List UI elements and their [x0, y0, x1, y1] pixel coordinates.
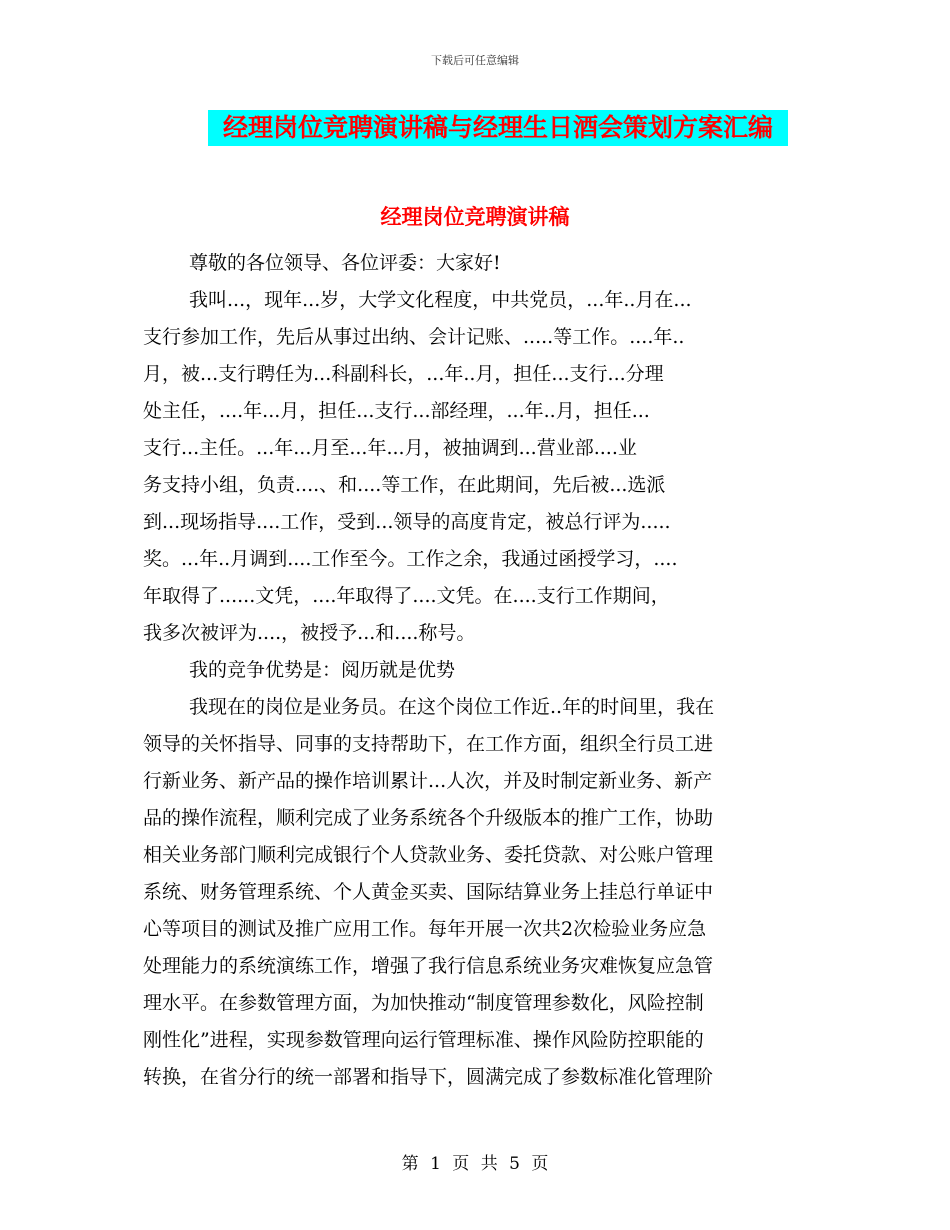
section-title: 经理岗位竞聘演讲稿	[380, 204, 570, 229]
paragraph-line: 品的操作流程，顺利完成了业务系统各个升级版本的推广工作，协助	[143, 807, 714, 829]
paragraph-line: 系统、财务管理系统、个人黄金买卖、国际结算业务上挂总行单证中	[143, 881, 714, 903]
page-number: 第 1 页 共 5 页	[401, 1154, 549, 1174]
page-header-note: 下载后可任意编辑	[431, 54, 519, 67]
paragraph-line: 行新业务、新产品的操作培训累计...人次，并及时制定新业务、新产	[143, 770, 713, 792]
paragraph-line: 转换，在省分行的统一部署和指导下，圆满完成了参数标准化管理阶	[143, 1066, 714, 1088]
paragraph-line: 处理能力的系统演练工作，增强了我行信息系统业务灾难恢复应急管	[143, 955, 714, 977]
paragraph-line: 相关业务部门顺利完成银行个人贷款业务、委托贷款、对公账户管理	[143, 844, 714, 866]
paragraph-line: 尊敬的各位领导、各位评委：大家好!	[189, 252, 501, 274]
paragraph-line: 领导的关怀指导、同事的支持帮助下，在工作方面，组织全行员工进	[143, 733, 714, 755]
paragraph-line: 支行参加工作，先后从事过出纳、会计记账、.....等工作。....年..	[143, 326, 685, 348]
paragraph-line: 心等项目的测试及推广应用工作。每年开展一次共2次检验业务应急	[143, 918, 707, 940]
paragraph-line: 我叫...，现年...岁，大学文化程度，中共党员，...年..月在...	[189, 289, 692, 311]
paragraph-line: 奖。...年..月调到....工作至今。工作之余，我通过函授学习，....	[143, 548, 678, 570]
paragraph-line: 支行...主任。...年...月至...年...月，被抽调到...营业部....业	[143, 437, 637, 459]
paragraph-line: 到...现场指导....工作，受到...领导的高度肯定，被总行评为.....	[143, 511, 671, 533]
paragraph-line: 月，被...支行聘任为...科副科长，...年..月，担任...支行...分理	[143, 363, 664, 385]
paragraph-line: 理水平。在参数管理方面，为加快推动“制度管理参数化，风险控制	[143, 992, 704, 1014]
paragraph-line: 我现在的岗位是业务员。在这个岗位工作近..年的时间里，我在	[189, 696, 715, 718]
document-body	[143, 245, 803, 1096]
paragraph-line: 处主任，....年...月，担任...支行...部经理，...年..月，担任...	[143, 400, 650, 422]
paragraph-line: 年取得了......文凭，....年取得了....文凭。在....支行工作期间，	[143, 585, 670, 607]
paragraph-line: 我的竞争优势是：阅历就是优势	[189, 659, 456, 681]
document-title: 经理岗位竞聘演讲稿与经理生日酒会策划方案汇编	[208, 110, 788, 146]
paragraph-line: 刚性化”进程，实现参数管理向运行管理标准、操作风险防控职能的	[143, 1029, 704, 1051]
paragraph-line: 务支持小组，负责....、和....等工作，在此期间，先后被...选派	[143, 474, 666, 496]
paragraph-line: 我多次被评为....，被授予...和....称号。	[143, 622, 476, 644]
